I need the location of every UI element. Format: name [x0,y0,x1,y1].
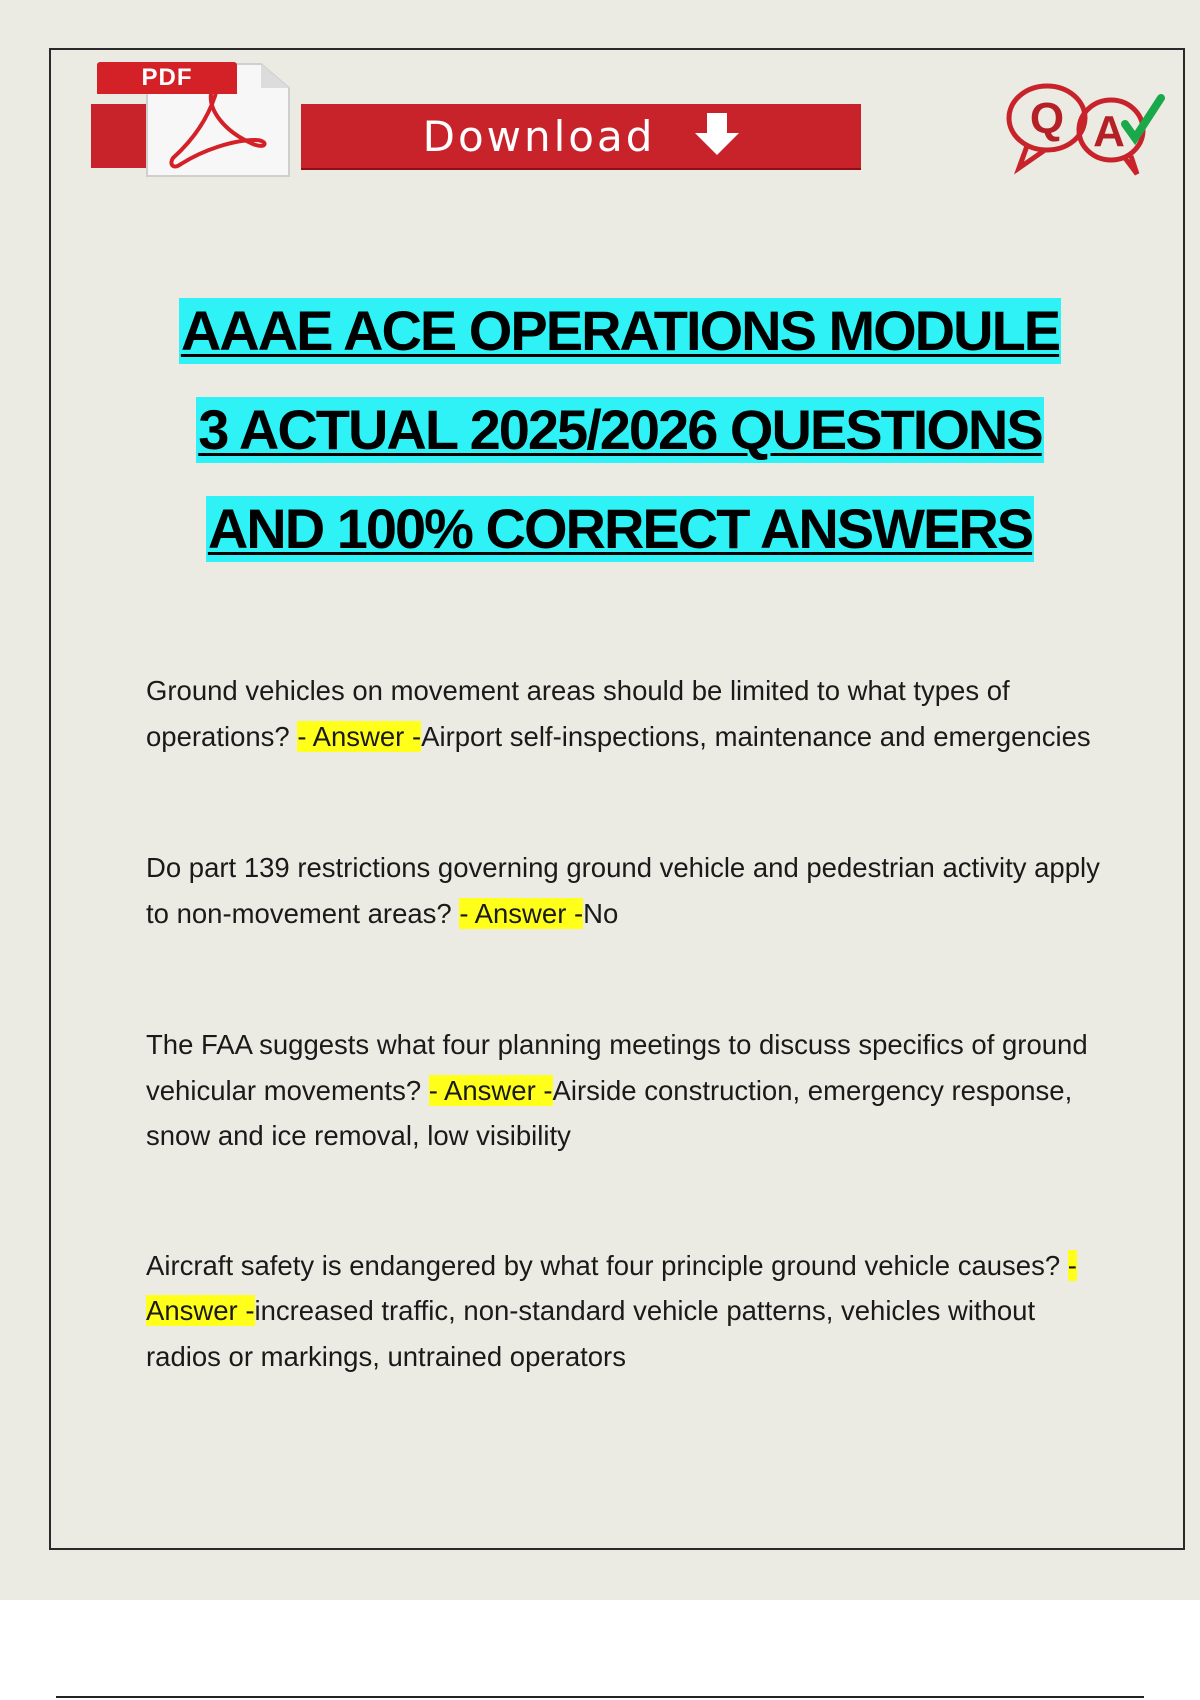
question-text: Aircraft safety is endangered by what four principle ground vehicle causes? [146,1249,1068,1281]
answer-tag: - Answer - [146,1249,1077,1326]
qa-letter-q: Q [1029,94,1065,143]
download-arrow-icon [695,113,739,159]
title-line-3: AND 100% CORRECT ANSWERS [207,497,1033,560]
question-text: Ground vehicles on movement areas should be limited to what types of operations? [146,675,1010,752]
answer-text: increased traffic, non-standard vehicle patterns, vehicles without radios or markings, untrained operators [146,1295,1036,1372]
title-line-2: 3 ACTUAL 2025/2026 QUESTIONS [198,398,1042,461]
answer-tag: - Answer - [297,720,422,752]
answer-tag: - Answer - [428,1074,553,1106]
answer-text: No [583,897,619,929]
qa-item [146,668,1106,759]
qa-letter-a: A [1093,107,1125,156]
answer-text: Airside construction, emergency response, snow and ice removal, low visibility [146,1074,1073,1151]
bottom-divider [56,1696,1144,1698]
question-text: The FAA suggests what four planning meetings to discuss specifics of ground vehicular movements? [146,1029,1088,1106]
download-banner[interactable] [91,60,861,180]
question-text: Do part 139 restrictions governing ground vehicle and pedestrian activity apply to non-movement areas? [146,852,1100,929]
answer-tag: - Answer - [459,897,584,929]
pdf-label: PDF [97,62,237,94]
qa-item [146,1243,1106,1380]
qa-item [146,845,1106,936]
qa-checkmark-icon [1005,76,1175,176]
title-line-1: AAAE ACE OPERATIONS MODULE [180,299,1060,362]
banner-left-bar [91,104,151,168]
qa-list [146,668,1106,1465]
document-title [60,298,1180,595]
download-button[interactable] [301,104,861,168]
download-label: Download [422,111,656,161]
answer-text: Airport self-inspections, maintenance and emergencies [421,720,1091,752]
qa-item [146,1022,1106,1159]
